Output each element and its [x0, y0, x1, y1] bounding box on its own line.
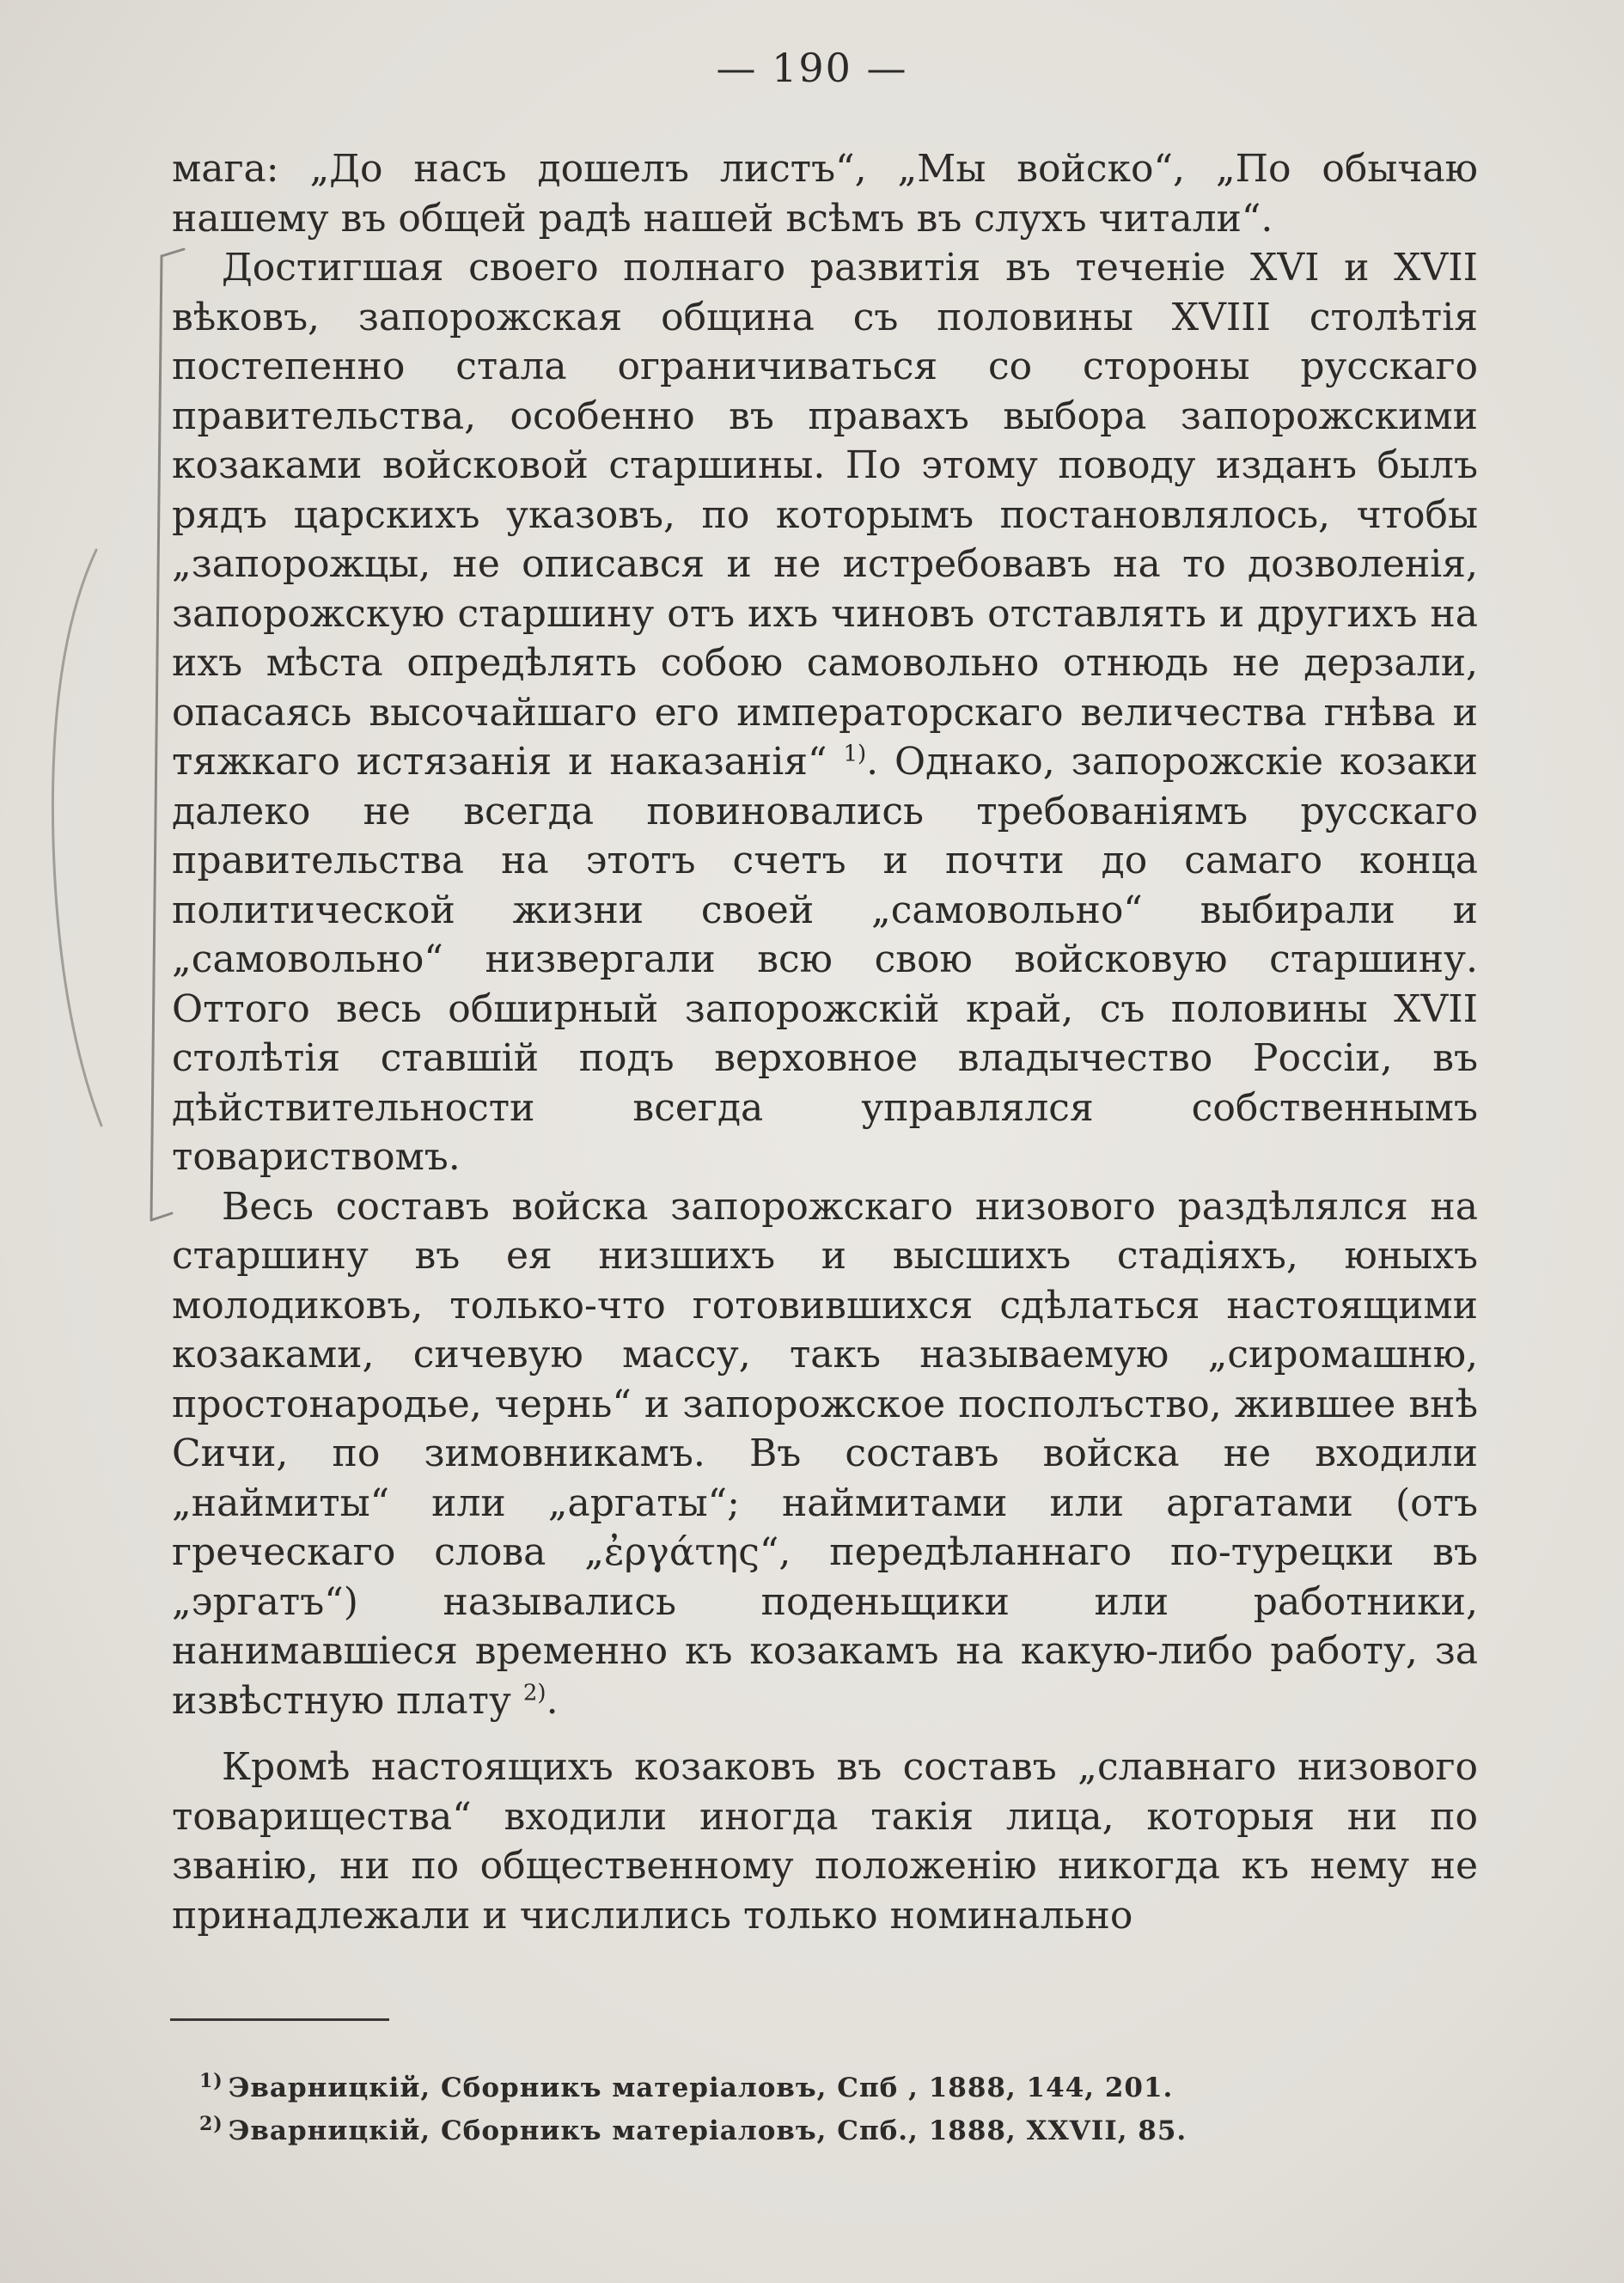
paragraph-4	[172, 1743, 1478, 1940]
footnote-ref-2: 2)	[522, 1679, 546, 1706]
paragraph-3-continuation: .	[546, 1678, 559, 1723]
footnote-1-text: Эварницкій, Сборникъ матеріаловъ, Спб , 1888, 144, 201.	[228, 2072, 1174, 2103]
pencil-bracket-line	[151, 256, 162, 1220]
paragraph-2	[172, 243, 1478, 1182]
paragraph-2-text: Достигшая своего полнаго развитія въ теченіе XVI и XVII вѣковъ, запорожская община съ половины XVIII столѣтія постепенно стала ограничиваться со стороны русскаго правительства, особенно въ правахъ выбора запорожскими козаками войсковой старшины. По этому поводу изданъ былъ рядъ царскихъ указовъ, по которымъ постановлялось, чтобы „запорожцы, не описався и не истребовавъ на то дозволенія, запорожскую старшину отъ ихъ чиновъ отставлять и другихъ на ихъ мѣста опредѣлять собою самовольно отнюдь не дерзали, опасаясь высочайшаго его императорскаго величества гнѣва и тяжкаго истязанія и наказанія“	[172, 246, 1478, 784]
paragraph-1-text: мага: „До насъ дошелъ листъ“, „Мы войско“, „По обычаю нашему въ общей радѣ нашей всѣмъ въ слухъ читали“.	[172, 147, 1478, 241]
pencil-margin-arc	[52, 550, 101, 1126]
footnote-ref-1: 1)	[843, 741, 867, 767]
footnote-2	[199, 2109, 1402, 2152]
paragraph-3-text: Весь составъ войска запорожскаго низового раздѣлялся на старшину въ ея низшихъ и высшихъ стадіяхъ, юныхъ молодиковъ, только-что готовившихся сдѣлаться настоящими козаками, сичевую массу, такъ называемую „сиромашню, простонародье, чернь“ и запорожское посполъство, жившее внѣ Сичи, по зимовникамъ. Въ составъ войска не входили „наймиты“ или „аргаты“; наймитами или аргатами (отъ греческаго слова „ἐργάτης“, передѣланнаго по-турецки въ „эргатъ“) назывались поденьщики или работники, нанимавшіеся временно къ козакамъ на какую-либо работу, за извѣстную плату	[172, 1184, 1478, 1723]
footnotes	[199, 2066, 1402, 2152]
pencil-bracket-bottom	[151, 1213, 172, 1220]
paragraph-4-text: Кромѣ настоящихъ козаковъ въ составъ „славнаго низового товарищества“ входили иногда такія лица, которыя ни по званію, ни по общественному положенію никогда къ нему не принадлежали и числились только номинально	[172, 1745, 1478, 1938]
footnote-2-mark: 2)	[199, 2112, 223, 2135]
footnote-1-mark: 1)	[199, 2069, 223, 2092]
paragraph-3	[172, 1182, 1478, 1726]
paragraph-1	[172, 144, 1478, 243]
page-number: — 190 —	[716, 45, 908, 91]
footnote-2-text: Эварницкій, Сборникъ матеріаловъ, Спб., 1888, XXVII, 85.	[228, 2115, 1187, 2146]
footnote-1	[199, 2066, 1402, 2109]
paragraph-2-continuation: . Однако, запорожскіе козаки далеко не всегда повиновались требованіямъ русскаго правительства на этотъ счетъ и почти до самаго конца политической жизни своей „самовольно“ выбирали и „самовольно“ низвергали всю свою войсковую старшину. Оттого весь обширный запорожскій край, съ половины XVII столѣтія ставшій подъ верховное владычество Россіи, въ дѣйствительности всегда управлялся собственнымъ товариствомъ.	[172, 740, 1479, 1179]
body-text	[172, 144, 1478, 1940]
footnote-divider	[170, 2018, 389, 2021]
